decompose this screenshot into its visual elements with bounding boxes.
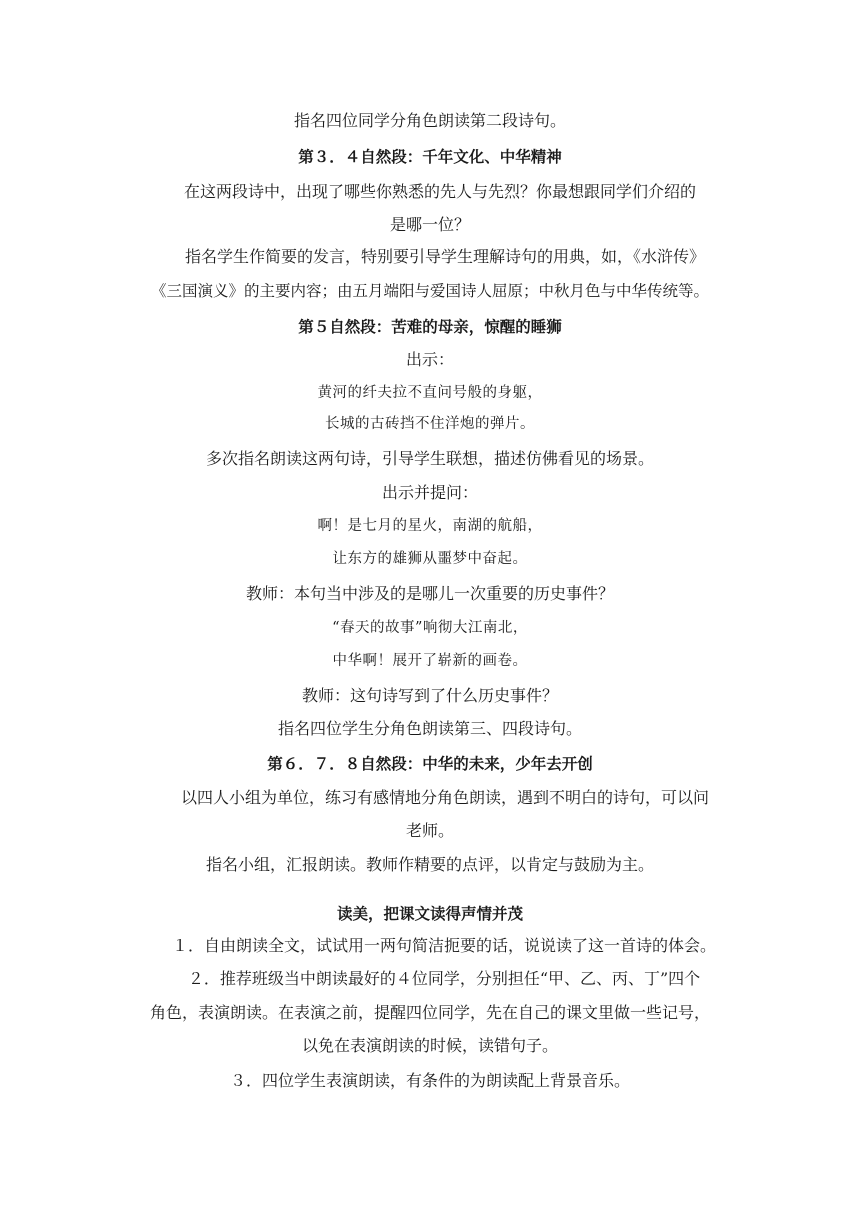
section-heading: 第３．４自然段：千年文化、中华精神 [298, 148, 562, 166]
paragraph: 指名小组，汇报朗读。教师作精要的点评，以肯定与鼓励为主。 [205, 855, 654, 874]
poem-line: 长城的古砖挡不住洋炮的弹片。 [325, 416, 535, 432]
poem-line: 啊！是七月的星火，南湖的航船， [317, 518, 543, 534]
paragraph: 《三国演义》的主要内容；由五月端阳与爱国诗人屈原；中秋月色与中华传统等。 [150, 282, 709, 300]
paragraph: 指名四位同学分角色朗读第二段诗句。 [293, 111, 566, 130]
section-heading: 第５自然段：苦难的母亲，惊醒的睡狮 [298, 318, 562, 336]
list-item: 角色，表演朗读。在表演之前，提醒四位同学，先在自己的课文里做一些记号， [149, 1003, 710, 1022]
paragraph: 教师：本句当中涉及的是哪儿一次重要的历史事件？ [245, 584, 614, 603]
list-item: ３．四位学生表演朗读，有条件的为朗读配上背景音乐。 [229, 1071, 630, 1090]
list-item: 以免在表演朗读的时候，读错句子。 [301, 1036, 558, 1055]
poem-line: “春天的故事”响彻大江南北， [332, 620, 528, 636]
paragraph: 出示并提问： [381, 483, 478, 502]
paragraph: 指名四位学生分角色朗读第三、四段诗句。 [277, 719, 582, 738]
section-heading: 第６．７．８自然段：中华的未来，少年去开创 [267, 755, 593, 773]
paragraph: 指名学生作简要的发言，特别要引导学生理解诗句的用典，如，《水浒传》 [184, 247, 705, 266]
poem-line: 让东方的雄狮从噩梦中奋起。 [332, 551, 528, 567]
paragraph: 是哪一位？ [389, 215, 470, 234]
paragraph: 老师。 [405, 821, 454, 840]
list-item: １．自由朗读全文，试试用一两句简洁扼要的话，说说读了这一首诗的体会。 [171, 936, 716, 955]
poem-line: 黄河的纤夫拉不直问号般的身躯， [317, 385, 543, 401]
paragraph: 教师：这句诗写到了什么历史事件？ [301, 686, 558, 705]
section-heading: 读美，把课文读得声情并茂 [336, 905, 523, 923]
poem-line: 中华啊！展开了崭新的画卷。 [332, 653, 528, 669]
paragraph: 以四人小组为单位，练习有感情地分角色朗读，遇到不明白的诗句，可以问 [180, 788, 709, 807]
paragraph: 多次指名朗读这两句诗，引导学生联想，描述仿佛看见的场景。 [205, 449, 654, 468]
paragraph: 在这两段诗中，出现了哪些你熟悉的先人与先烈？你最想跟同学们介绍的 [183, 182, 696, 201]
paragraph: 出示： [405, 350, 454, 369]
list-item: ２．推荐班级当中朗读最好的４位同学，分别担任“甲、乙、丙、丁”四个 [187, 969, 701, 988]
